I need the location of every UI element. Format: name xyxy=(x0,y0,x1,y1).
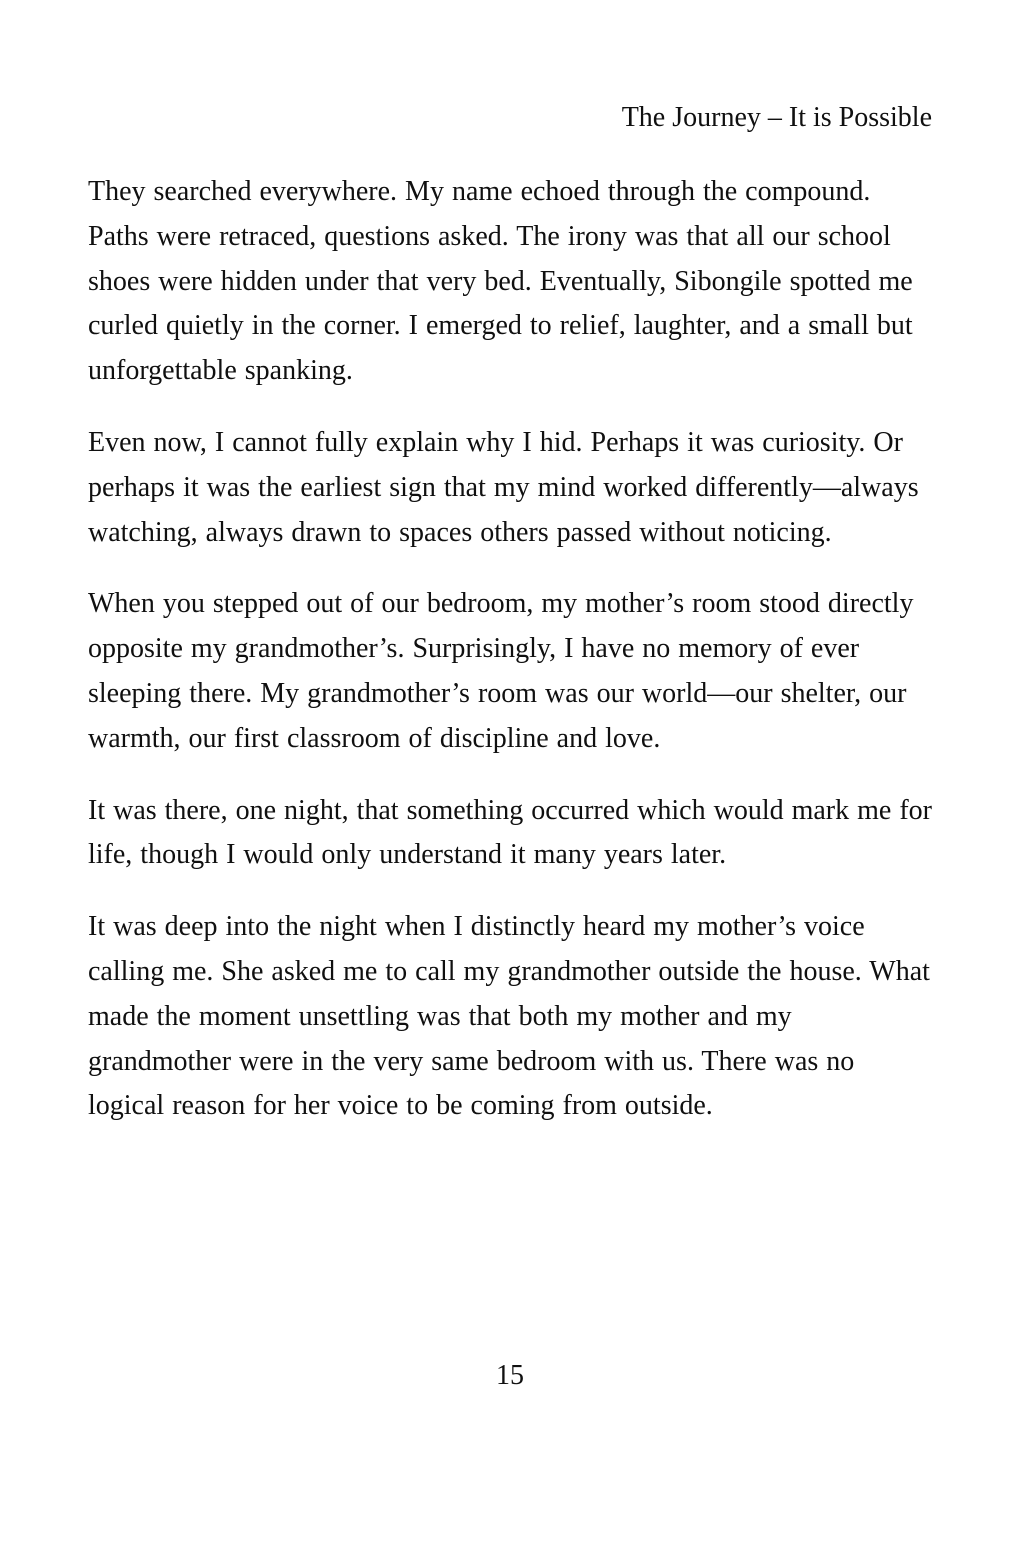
paragraph: When you stepped out of our bedroom, my mother’s room stood directly opposite my grandmother’s. Surprisingly, I have no memory of ever sleeping there. My grandmother’s room was our world—our shelter, our warmth, our first classroom of discipline and love. xyxy=(88,588,914,754)
paragraph: Even now, I cannot fully explain why I hid. Perhaps it was curiosity. Or perhaps it was the earliest sign that my mind worked differently—always watching, always drawn to spaces others passed without noticing. xyxy=(88,426,919,548)
page-body-text xyxy=(88,170,932,1156)
running-header-title: The Journey – It is Possible xyxy=(621,102,932,133)
paragraph: It was there, one night, that something occurred which would mark me for life, though I would only understand it many years later. xyxy=(88,794,932,871)
page-number: 15 xyxy=(496,1360,524,1391)
paragraph: They searched everywhere. My name echoed through the compound. Paths were retraced, questions asked. The irony was that all our school shoes were hidden under that very bed. Eventually, Sibongile spotted me curled quietly in the corner. I emerged to relief, laughter, and a small but unforgettable spanking. xyxy=(88,176,913,387)
paragraph: It was deep into the night when I distinctly heard my mother’s voice calling me. She asked me to call my grandmother outside the house. What made the moment unsettling was that both my mother and my grandmother were in the very same bedroom with us. There was no logical reason for her voice to be coming from outside. xyxy=(88,911,930,1122)
